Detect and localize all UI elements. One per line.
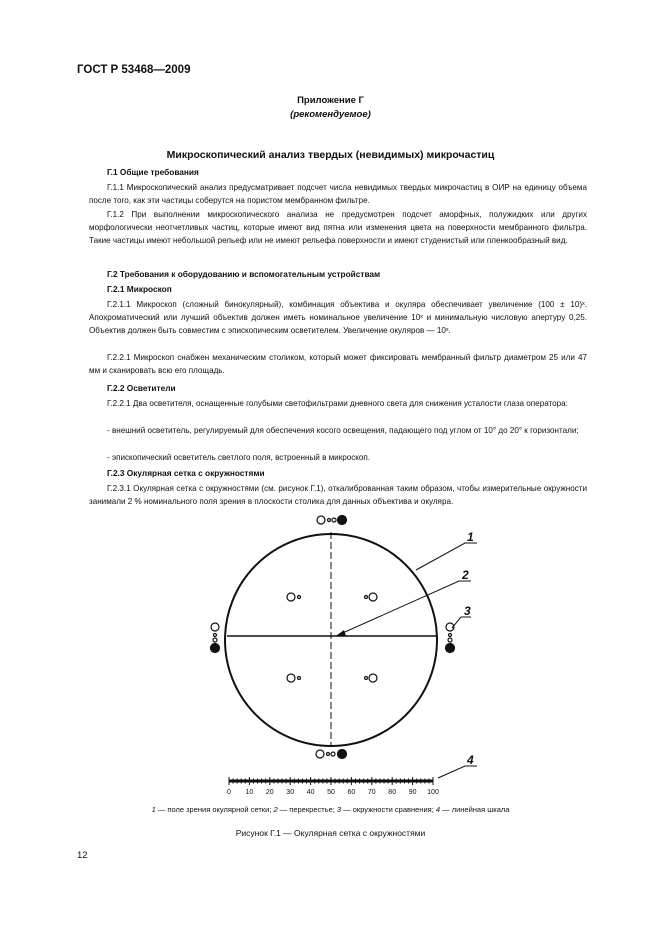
scale-label: 90: [408, 789, 417, 796]
heading-g2: Г.2 Требования к оборудованию и вспомогательным устройствам: [107, 269, 381, 279]
p-g1-1-text: Г.1.1 Микроскопический анализ предусматривает подсчет числа невидимых твердых микрочастиц в ОИР на единицу объема после того, как эти частицы соберутся на пористом мембранном фильтре.: [89, 183, 587, 205]
scale-label: 60: [347, 789, 356, 796]
legend-num-1: 1: [151, 805, 156, 814]
leader-2-arrowhead: [336, 630, 346, 636]
leader-1: [416, 543, 477, 570]
heading-g2-1: Г.2.1 Микроскоп: [107, 284, 172, 294]
scale-labels: [227, 789, 439, 796]
legend-text-1: — поле зрения окулярной сетки;: [155, 805, 274, 814]
scale-label: 0: [227, 789, 231, 796]
annex-status: (рекомендуемое): [290, 109, 371, 120]
legend-text-4: — линейная шкала: [440, 805, 510, 814]
figure-caption: Рисунок Г.1 — Окулярная сетка с окружностями: [235, 828, 426, 838]
p-g2-3-1-text: Г.2.3.1 Окулярная сетка с окружностями (см. рисунок Г.1), откалиброванная таким образом, чтобы измерительные окружности занимали 2 % номинального поля зрения в плоскости столика для данных объектива и окуляра.: [89, 484, 587, 506]
bullet-external-text: - внешний осветитель, регулируемый для обеспечения косого освещения, падающего под углом от 10° до 20° к горизонтали;: [107, 426, 579, 435]
callout-1: 1: [467, 530, 474, 544]
leader-4: [438, 766, 477, 778]
legend-num-4: 4: [435, 805, 441, 814]
document-header: ГОСТ Р 53468—2009: [77, 64, 191, 76]
legend-num-3: 3: [336, 805, 342, 814]
left-comparison-circles: [211, 623, 220, 653]
heading-g1: Г.1 Общие требования: [107, 167, 199, 177]
scale-label: 40: [306, 789, 315, 796]
scale-label: 30: [286, 789, 295, 796]
scale-label: 20: [265, 789, 274, 796]
callout-4: 4: [467, 753, 474, 767]
bottom-comparison-circles: [316, 750, 347, 759]
scale-label: 70: [367, 789, 376, 796]
scale-label: 50: [327, 789, 335, 796]
annex-title: Приложение Г: [297, 95, 364, 106]
heading-g2-2: Г.2.2 Осветители: [107, 383, 176, 393]
figure-legend: [0, 805, 661, 814]
legend-num-2: 2: [273, 805, 278, 814]
leader-3: [452, 617, 471, 628]
p-g2-1-1-text: Г.2.1.1 Микроскоп (сложный бинокулярный), комбинация объектива и окуляра обеспечивает увеличение (100 ± 10)ˣ. Апохроматический или лучший объектив должен иметь номинальное увеличение 10ˣ и минимальную числовую апертуру 0,25. Объектив должен быть совместим с эпископическим осветителем. Увеличение окуляров — 10ˣ.: [89, 300, 587, 335]
scale-label: 100: [427, 789, 439, 796]
p-g2-2-1a-text: Г.2.2.1 Микроскоп снабжен механическим столиком, который может фиксировать мембранный фильтр диаметром 25 или 47 мм и сканировать всю его площадь.: [89, 353, 587, 375]
section-title: Микроскопический анализ твердых (невидимых) микрочастиц: [166, 149, 495, 161]
callout-3: 3: [464, 604, 471, 618]
legend-text-2: — перекрестье;: [277, 805, 337, 814]
right-comparison-circles: [446, 623, 455, 653]
page-number: 12: [77, 850, 88, 861]
callout-2: 2: [462, 568, 469, 582]
heading-g2-3: Г.2.3 Окулярная сетка с окружностями: [107, 468, 265, 478]
scale-label: 10: [245, 789, 254, 796]
bullet-episcopic-text: - эпископический осветитель светлого поля, встроенный в микроскоп.: [107, 453, 371, 462]
scale-label: 80: [388, 789, 397, 796]
p-g1-2-text: Г.1.2 При выполнении микроскопического анализа не предусмотрен подсчет аморфных, полужидких или других морфологически неотчетливых частиц, которые имеют вид пятна или изменения цвета на поверхности мембранного фильтра. Такие частицы имеют небольшой рельеф или не имеют рельефа поверхности и имеют студенистый или пленкообразный вид.: [89, 210, 587, 245]
top-comparison-circles: [317, 516, 347, 525]
inner-circles: [287, 593, 377, 682]
leader-2: [336, 581, 471, 636]
legend-text-3: — окружности сравнения;: [341, 805, 436, 814]
p-g2-2-1-text: Г.2.2.1 Два осветителя, оснащенные голубыми светофильтрами дневного света для снижения усталости глаза оператора:: [107, 399, 568, 408]
